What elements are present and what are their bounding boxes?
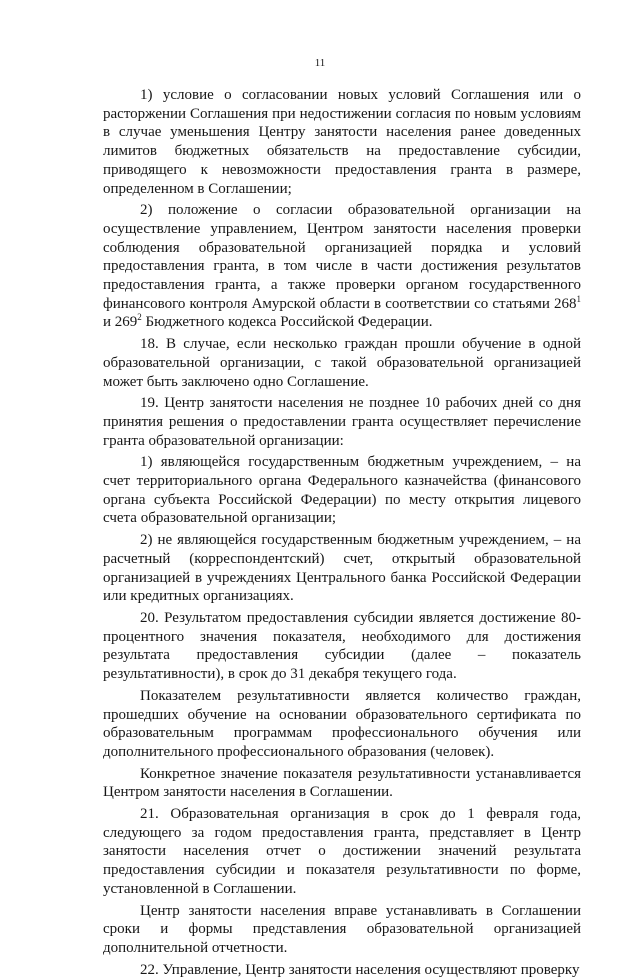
document-body bbox=[103, 86, 581, 979]
paragraph-text: Бюджетного кодекса Российской Федерации. bbox=[141, 314, 433, 331]
paragraph-clause-18: 18. В случае, если несколько граждан прошли обучение в одной образовательной организации, с такой образовательной организацией может быть заключено одно Соглашение. bbox=[103, 336, 581, 390]
paragraph-clause-19-item-2: 2) не являющейся государственным бюджетным учреждением, – на расчетный (корреспондентский) счет, открытый образовательной организацией в учреждениях Центрального банка Российской Федерации или кредитных организациях. bbox=[103, 532, 581, 605]
page-number: 11 bbox=[314, 57, 326, 69]
article-superscript: 1 bbox=[576, 293, 581, 304]
paragraph-clause-20: 20. Результатом предоставления субсидии является достижение 80-процентного значения показателя, необходимого для достижения результата предоставления субсидии (далее – показатель результативности), в срок до 31 декабря текущего года. bbox=[103, 609, 581, 683]
paragraph-indicator-value: Конкретное значение показателя результативности устанавливается Центром занятости населения в Соглашении. bbox=[103, 765, 581, 801]
paragraph-indicator-definition: Показателем результативности является количество граждан, прошедших обучение на основании образовательного сертификата по образовательным программам профессионального обучения или дополнительного профессионального образования (человек). bbox=[103, 687, 581, 760]
article-superscript: 2 bbox=[137, 312, 142, 323]
paragraph-clause-19: 19. Центр занятости населения не позднее 10 рабочих дней со дня принятия решения о предоставлении гранта осуществляет перечисление гранта образовательной организации: bbox=[103, 395, 581, 449]
paragraph-clause-21: 21. Образовательная организация в срок до 1 февраля года, следующего за годом предоставления гранта, представляет в Центр занятости населения отчет о достижении значений результата предоставления субсидии и показателя результативности по форме, установленной в Соглашении. bbox=[103, 806, 581, 897]
paragraph-additional-reporting: Центр занятости населения вправе устанавливать в Соглашении сроки и формы представления образовательной организацией дополнительной отчетности. bbox=[103, 902, 581, 956]
paragraph-condition-2 bbox=[103, 201, 581, 332]
paragraph-text: 2) положение о согласии образовательной организации на осуществление управлением, Центром занятости населения проверки соблюдения образовательной организацией порядка и условий предоставления гранта, в том числе в части достижения результатов предоставления гранта, а также проверки органом государственного финансового контроля Амурской области в соответствии со статьями 268 bbox=[103, 202, 581, 312]
paragraph-condition-1: 1) условие о согласовании новых условий Соглашения или о расторжении Соглашения при недостижении согласия по новым условиям в случае уменьшения Центру занятости населения ранее доведенных лимитов бюджетных обязательств на предоставление субсидии, приводящего к невозможности предоставления гранта в размере, определенном в Соглашении; bbox=[103, 87, 581, 197]
paragraph-clause-19-item-1: 1) являющейся государственным бюджетным учреждением, – на счет территориального органа Федерального казначейства (финансового органа субъекта Российской Федерации) по месту открытия лицевого счета образовательной организации; bbox=[103, 454, 581, 527]
paragraph-clause-22: 22. Управление, Центр занятости населения осуществляют проверку bbox=[140, 961, 580, 978]
paragraph-text: и 269 bbox=[103, 314, 138, 331]
